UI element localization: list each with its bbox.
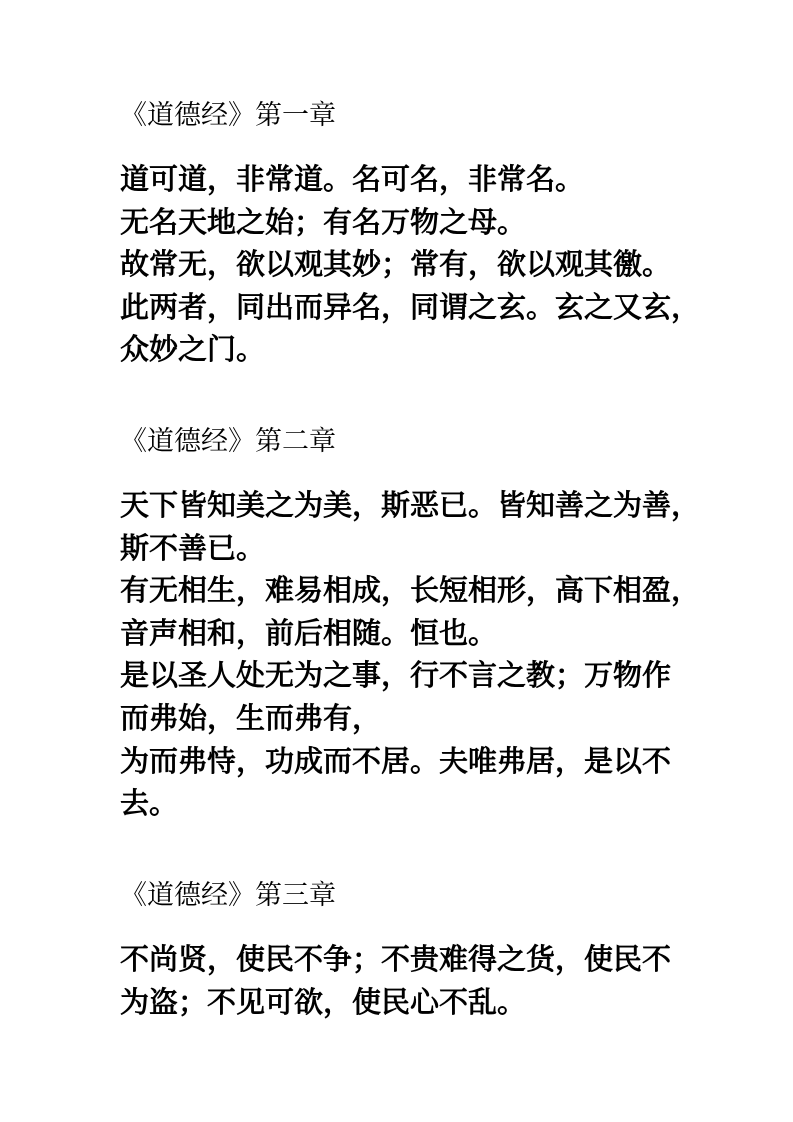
text-line: 是以圣人处无为之事，行不言之教；万物作 [120, 658, 672, 693]
text-line: 音声相和，前后相随。恒也。 [120, 615, 498, 650]
text-line: 而弗始，生而弗有， [120, 700, 382, 735]
chapter-body [120, 158, 700, 371]
text-line: 此两者，同出而异名，同谓之玄。玄之又玄， [120, 289, 701, 324]
text-line: 天下皆知美之为美，斯恶已。皆知善之为善， [120, 488, 701, 522]
text-line: 众妙之门。 [120, 332, 266, 367]
text-line: 有无相生，难易相成，长短相形，高下相盈， [120, 573, 701, 608]
chapter-title: 《道德经》第一章 [120, 100, 336, 131]
text-line: 道可道，非常道。名可名，非常名。 [120, 162, 585, 196]
text-line: 去。 [120, 786, 179, 821]
chapter-title: 《道德经》第三章 [120, 880, 336, 911]
chapter-body [120, 938, 671, 1023]
text-line: 无名天地之始；有名万物之母。 [120, 204, 527, 239]
chapter-1 [120, 96, 700, 371]
text-line: 不尚贤，使民不争；不贵难得之货，使民不 [120, 942, 672, 976]
text-line: 为盗；不见可欲，使民心不乱。 [120, 984, 527, 1019]
text-line: 故常无，欲以观其妙；常有，欲以观其徼。 [120, 247, 672, 282]
chapter-body [120, 484, 700, 825]
chapter-2 [120, 422, 700, 825]
chapter-title: 《道德经》第二章 [120, 426, 336, 457]
text-line: 斯不善已。 [120, 530, 266, 565]
text-line: 为而弗恃，功成而不居。夫唯弗居，是以不 [120, 743, 672, 778]
chapter-3 [120, 876, 671, 1023]
